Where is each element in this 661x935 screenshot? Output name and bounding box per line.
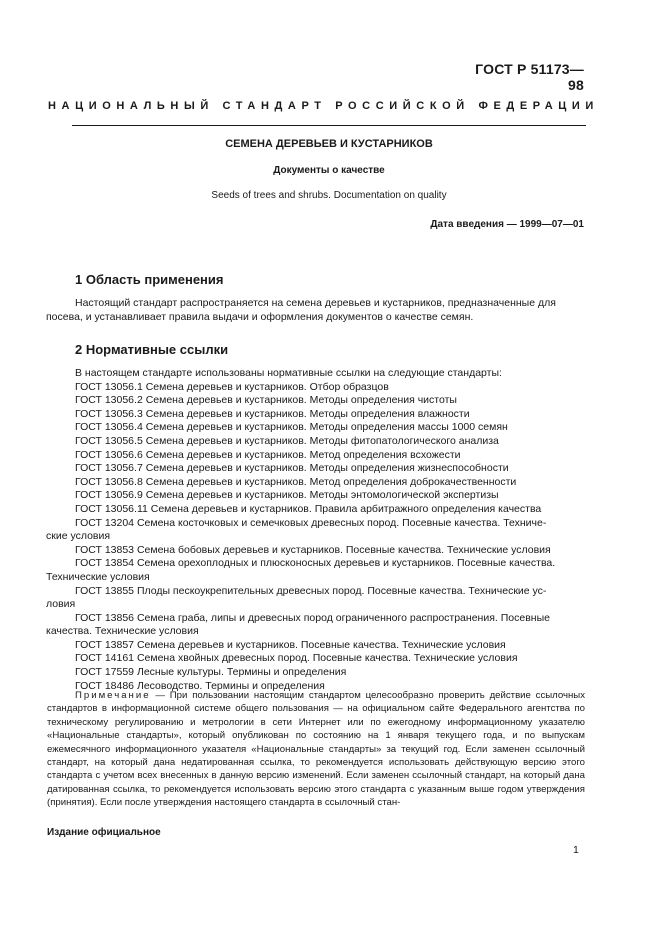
section-1-text [46, 297, 584, 324]
section-1-heading: 1 Область применения [75, 272, 224, 287]
reference-item-continuation: ловия [46, 598, 76, 611]
reference-item: ГОСТ 13854 Семена орехоплодных и плюсконосных деревьев и кустарников. Посевные качества. [75, 557, 556, 570]
reference-item: ГОСТ 13056.11 Семена деревьев и кустарников. Правила арбитражного определения качества [75, 502, 542, 515]
note-text: — При пользовании настоящим стандартом целесообразно проверить действие ссылочных стандартов в информационной системе общего пользования — на официальном сайте Федерального агентства по техническому регулированию и метрологии в сети Интернет или по ежегодному информационному указателю «Национальные стандарты», который опубликован по состоянию на 1 января текущего года, и по выпускам ежемесячного информационного указателя «Национальные стандарты» за текущий год. Если заменен ссылочный стандарт, на который дана недатированная ссылка, то рекомендуется использовать действующую версию этого стандарта с учетом всех внесенных в данную версию изменений. Если заменен ссылочный стандарт, на который дана датированная ссылка, то рекомендуется использовать версию этого стандарта с указанным выше годом утверждения (принятия). Если после утверждения настоящего стандарта в ссылочный стан- [47, 690, 585, 809]
document-title: СЕМЕНА ДЕРЕВЬЕВ И КУСТАРНИКОВ [225, 138, 433, 150]
reference-item: ГОСТ 13204 Семена косточковых и семечковых древесных пород. Посевные качества. Техниче- [75, 516, 547, 529]
reference-item: ГОСТ 13855 Плоды пескоукрепительных древесных пород. Посевные качества. Технические ус- [75, 584, 547, 597]
official-edition-label: Издание официальное [47, 827, 161, 838]
reference-item: ГОСТ 13056.2 Семена деревьев и кустарников. Методы определения чистоты [75, 394, 457, 407]
reference-item: ГОСТ 13056.4 Семена деревьев и кустарников. Методы определения массы 1000 семян [75, 421, 508, 434]
page-number: 1 [573, 844, 579, 856]
section-2-heading: 2 Нормативные ссылки [75, 342, 229, 357]
document-code: ГОСТ Р 51173—98 [475, 61, 584, 93]
reference-item: ГОСТ 13056.6 Семена деревьев и кустарников. Метод определения всхожести [75, 448, 461, 461]
national-standard-banner: НАЦИОНАЛЬНЫЙ СТАНДАРТ РОССИЙСКОЙ ФЕДЕРАЦИИ [48, 100, 599, 112]
reference-item: ГОСТ 13056.7 Семена деревьев и кустарников. Методы определения жизнеспособности [75, 462, 509, 475]
header-rule [72, 125, 586, 126]
reference-item: ГОСТ 13056.5 Семена деревьев и кустарников. Методы фитопатологического анализа [75, 434, 499, 447]
note-label: Примечание [75, 690, 151, 701]
section-1-line-2: посева, и устанавливает правила выдачи и оформления документов о качестве семян. [46, 310, 474, 323]
reference-item: ГОСТ 18486 Лесоводство. Термины и определения [75, 679, 325, 692]
reference-item: ГОСТ 13056.3 Семена деревьев и кустарников. Методы определения влажности [75, 407, 470, 420]
reference-item-continuation: ские условия [46, 530, 111, 543]
note-paragraph [47, 689, 585, 810]
reference-item: ГОСТ 13056.1 Семена деревьев и кустарников. Отбор образцов [75, 380, 389, 393]
introduction-date: Дата введения — 1999—07—01 [430, 219, 584, 230]
reference-item: ГОСТ 13056.8 Семена деревьев и кустарников. Метод определения доброкачественности [75, 475, 517, 488]
reference-item: ГОСТ 13056.9 Семена деревьев и кустарников. Методы энтомологической экспертизы [75, 489, 499, 502]
reference-item: ГОСТ 13853 Семена бобовых деревьев и кустарников. Посевные качества. Технические условия [75, 543, 551, 556]
normative-references [46, 367, 585, 693]
reference-item-continuation: Технические условия [46, 570, 150, 583]
document-subtitle: Документы о качестве [273, 165, 385, 176]
reference-item: ГОСТ 17559 Лесные культуры. Термины и определения [75, 666, 347, 679]
reference-item: ГОСТ 13856 Семена граба, липы и древесных пород ограниченного распространения. Посевные [75, 611, 550, 624]
section-1-line-1: Настоящий стандарт распространяется на семена деревьев и кустарников, предназначенные для [75, 297, 556, 309]
reference-item: ГОСТ 14161 Семена хвойных древесных пород. Посевные качества. Технические условия [75, 652, 518, 665]
references-intro: В настоящем стандарте использованы нормативные ссылки на следующие стандарты: [75, 367, 502, 379]
reference-item: ГОСТ 13857 Семена деревьев и кустарников. Посевные качества. Технические условия [75, 638, 506, 651]
reference-item-continuation: качества. Технические условия [46, 625, 199, 638]
english-title: Seeds of trees and shrubs. Documentation on quality [211, 190, 447, 201]
